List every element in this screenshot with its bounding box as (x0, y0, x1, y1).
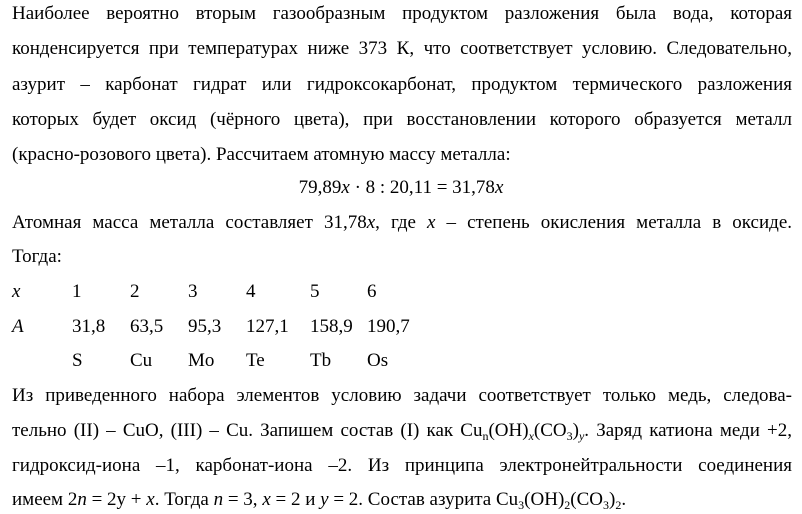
text-run: имеем 2 (12, 489, 78, 510)
text-run: тельно (II) – CuO, (III) – Cu. Запишем состав (I) как Cu (12, 420, 483, 441)
text-var: y (320, 489, 329, 510)
table-cell: 127,1 (246, 316, 289, 337)
text-run: – степень окисления металла в оксиде. (435, 212, 792, 233)
subscript: 3 (518, 498, 525, 512)
text-line: Тогда: (12, 246, 62, 267)
formula-var: x (341, 177, 350, 198)
table-cell: 190,7 (367, 316, 410, 337)
text-line (12, 489, 626, 511)
subscript: n (482, 429, 489, 443)
text-var: x (262, 489, 271, 510)
table-cell: 4 (246, 281, 256, 302)
text-line (12, 212, 792, 234)
table-cell: A (12, 316, 24, 337)
text-line: гидроксид-иона –1, карбонат-иона –2. Из принципа электронейтральности соединения (12, 455, 792, 476)
subscript: x (528, 429, 534, 443)
text-line: Из приведенного набора элементов условию задачи соответствует только медь, следова- (12, 385, 792, 406)
table-cell: S (72, 350, 83, 371)
table-cell: Cu (130, 350, 153, 371)
subscript: 3 (603, 498, 610, 512)
table-cell: Te (246, 350, 265, 371)
text-run: . Заряд катиона меди +2, (584, 420, 792, 441)
table-cell: 6 (367, 281, 377, 302)
table-cell: 3 (188, 281, 198, 302)
text-run: (OH) (524, 489, 565, 510)
text-run: Атомная масса металла составляет 31,78 (12, 212, 367, 233)
text-run: . Тогда (154, 489, 214, 510)
table-cell: x (12, 281, 21, 302)
text-run: ) (609, 489, 616, 510)
subscript: y (578, 429, 585, 443)
formula-var: x (494, 177, 504, 198)
text-run: , где (375, 212, 428, 233)
table-cell: Os (367, 350, 389, 371)
subscript: 2 (615, 498, 622, 512)
formula-part: · 8 : 20,11 = 31,78 (349, 177, 495, 198)
table-cell: Tb (310, 350, 332, 371)
text-line: (красно-розового цвета). Рассчитаем атомную массу металла: (12, 144, 511, 165)
text-line: конденсируется при температурах ниже 373 К, что соответствует условию. Следовательно, (12, 38, 792, 59)
table-cell: 63,5 (130, 316, 164, 337)
text-run: (OH) (488, 420, 529, 441)
table-cell: 31,8 (72, 316, 106, 337)
subscript: 2 (564, 498, 571, 512)
text-run: (CO (570, 489, 604, 510)
text-var: n (77, 489, 87, 510)
text-line: которых будет оксид (чёрного цвета), при восстановлении которого образуется металл (12, 109, 792, 130)
table-cell: 158,9 (310, 316, 353, 337)
subscript: 3 (566, 429, 573, 443)
text-run: . (621, 489, 627, 510)
text-run: = 2y + (86, 489, 147, 510)
formula (0, 177, 802, 199)
text-var: x (366, 212, 376, 233)
table-cell: 5 (310, 281, 320, 302)
text-line: азурит – карбонат гидрат или гидроксокарбонат, продуктом термического разложения (12, 74, 792, 95)
table-cell: Mo (188, 350, 215, 371)
text-run: (CO (533, 420, 567, 441)
text-var: n (213, 489, 224, 510)
text-var: x (146, 489, 155, 510)
text-run: = 2. Состав азурита Cu (328, 489, 519, 510)
table-cell: 1 (72, 281, 82, 302)
table-cell: 2 (130, 281, 140, 302)
text-line: Наиболее вероятно вторым газообразным продуктом разложения была вода, которая (12, 3, 792, 24)
text-var: x (427, 212, 436, 233)
text-line (12, 420, 792, 442)
text-run: ) (572, 420, 579, 441)
text-run: = 3, (223, 489, 263, 510)
table-cell: 95,3 (188, 316, 222, 337)
text-run: = 2 и (270, 489, 321, 510)
formula-part: 79,89 (298, 177, 342, 198)
